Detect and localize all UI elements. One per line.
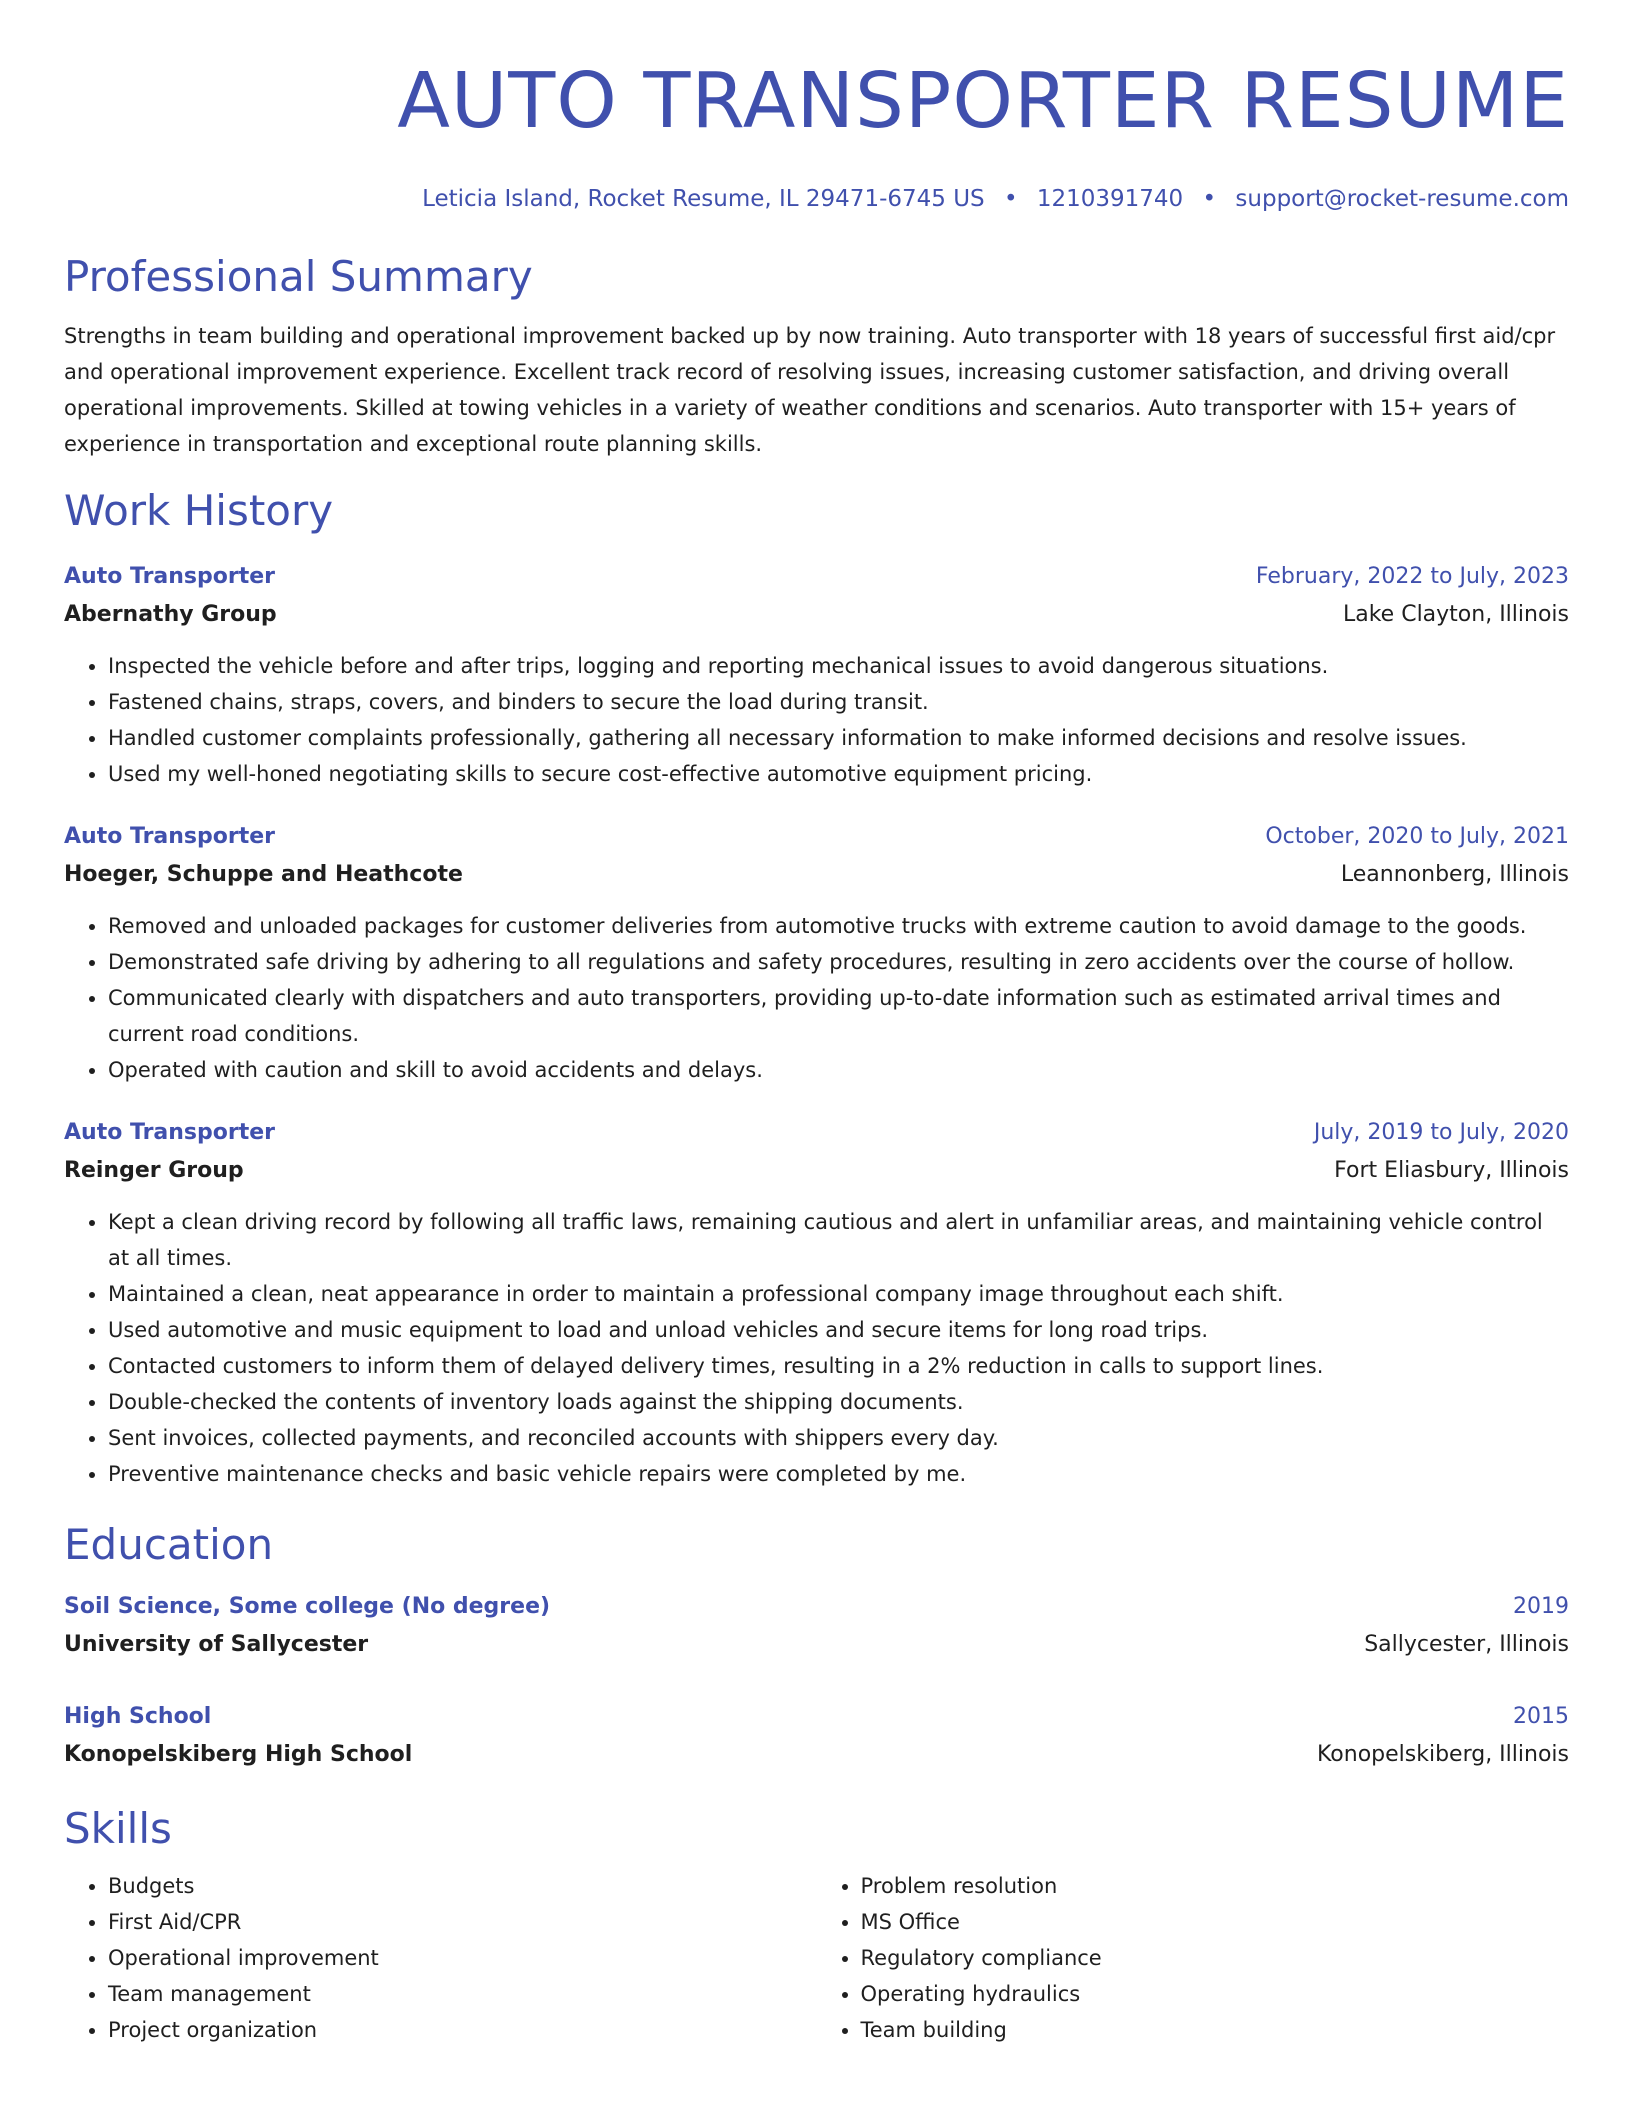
education-location: Konopelskiberg, Illinois xyxy=(1316,1742,1569,1767)
job-bullet: • Inspected the vehicle before and after trips, logging and reporting mechanical issues to avoid dangerous situations. xyxy=(108,648,1569,684)
contact-line xyxy=(64,184,1569,214)
education-school: University of Sallycester xyxy=(64,1632,369,1657)
job-bullet: • Maintained a clean, neat appearance in order to maintain a professional company image throughout each shift. xyxy=(108,1276,1569,1312)
education-school: Konopelskiberg High School xyxy=(64,1742,413,1767)
education-entry xyxy=(64,1698,1569,1774)
job-entry xyxy=(64,558,1569,792)
education-entry xyxy=(64,1588,1569,1664)
job-company-row xyxy=(64,1152,1569,1190)
job-bullet: • Used automotive and music equipment to load and unload vehicles and secure items for long road trips. xyxy=(108,1312,1569,1348)
skill-item: • MS Office xyxy=(861,1904,1570,1940)
job-bullet: • Double-checked the contents of inventory loads against the shipping documents. xyxy=(108,1384,1569,1420)
education-degree-row xyxy=(64,1698,1569,1736)
job-bullet: • Sent invoices, collected payments, and reconciled accounts with shippers every day. xyxy=(108,1420,1569,1456)
job-bullet: • Demonstrated safe driving by adhering to all regulations and safety procedures, resulting in zero accidents over the course of hollow. xyxy=(108,944,1569,980)
job-bullet: • Used my well-honed negotiating skills to secure cost-effective automotive equipment pricing. xyxy=(108,756,1569,792)
resume-title: AUTO TRANSPORTER RESUME xyxy=(397,57,1569,146)
job-bullets xyxy=(64,1204,1569,1492)
job-title: Auto Transporter xyxy=(64,1120,276,1145)
job-company: Reinger Group xyxy=(64,1158,244,1183)
contact-phone: 1210391740 xyxy=(1036,186,1184,212)
education-location: Sallycester, Illinois xyxy=(1364,1632,1569,1657)
education-year: 2019 xyxy=(1513,1594,1569,1619)
job-bullet: • Fastened chains, straps, covers, and binders to secure the load during transit. xyxy=(108,684,1569,720)
education-section xyxy=(64,1518,1569,1774)
contact-separator: • xyxy=(1202,186,1217,212)
job-bullet: • Operated with caution and skill to avoid accidents and delays. xyxy=(108,1052,1569,1088)
skill-item: • Budgets xyxy=(108,1868,817,1904)
skills-heading: Skills xyxy=(64,1804,172,1853)
job-bullets xyxy=(64,648,1569,792)
job-title: Auto Transporter xyxy=(64,824,276,849)
job-location: Lake Clayton, Illinois xyxy=(1342,602,1569,627)
skill-item: • Operational improvement xyxy=(108,1940,817,1976)
job-company: Hoeger, Schuppe and Heathcote xyxy=(64,862,463,887)
skills-list-right xyxy=(817,1868,1570,2048)
education-degree: High School xyxy=(64,1704,212,1729)
job-title-row xyxy=(64,1114,1569,1152)
skill-item: • Project organization xyxy=(108,2012,817,2048)
skill-item: • First Aid/CPR xyxy=(108,1904,817,1940)
job-location: Leannonberg, Illinois xyxy=(1340,862,1569,887)
job-bullet: • Kept a clean driving record by following all traffic laws, remaining cautious and alert in unfamiliar areas, and maintaining vehicle control at all times. xyxy=(108,1204,1569,1276)
job-bullet: • Contacted customers to inform them of delayed delivery times, resulting in a 2% reduction in calls to support lines. xyxy=(108,1348,1569,1384)
skills-columns xyxy=(64,1868,1569,2048)
job-entry xyxy=(64,1114,1569,1492)
job-title: Auto Transporter xyxy=(64,564,276,589)
education-school-row xyxy=(64,1626,1569,1664)
job-bullet: • Handled customer complaints professionally, gathering all necessary information to make informed decisions and resolve issues. xyxy=(108,720,1569,756)
skill-item: • Team building xyxy=(861,2012,1570,2048)
work-history-heading: Work History xyxy=(64,486,334,535)
education-year: 2015 xyxy=(1513,1704,1569,1729)
education-degree: Soil Science, Some college (No degree) xyxy=(64,1594,551,1619)
job-bullet: • Removed and unloaded packages for customer deliveries from automotive trucks with extreme caution to avoid damage to the goods. xyxy=(108,908,1569,944)
skills-section xyxy=(64,1802,1569,2048)
job-dates: July, 2019 to July, 2020 xyxy=(1313,1120,1569,1145)
contact-separator: • xyxy=(1003,186,1018,212)
job-entry xyxy=(64,818,1569,1088)
work-history-section xyxy=(64,484,1569,1492)
summary-section xyxy=(64,250,1569,462)
job-company: Abernathy Group xyxy=(64,602,277,627)
resume-header xyxy=(64,54,1569,214)
job-bullets xyxy=(64,908,1569,1088)
job-bullet: • Preventive maintenance checks and basic vehicle repairs were completed by me. xyxy=(108,1456,1569,1492)
education-degree-row xyxy=(64,1588,1569,1626)
job-dates: February, 2022 to July, 2023 xyxy=(1255,564,1569,589)
job-bullet: • Communicated clearly with dispatchers and auto transporters, providing up-to-date information such as estimated arrival times and current road conditions. xyxy=(108,980,1569,1052)
job-company-row xyxy=(64,596,1569,634)
job-title-row xyxy=(64,558,1569,596)
skill-item: • Team management xyxy=(108,1976,817,2012)
contact-address: Leticia Island, Rocket Resume, IL 29471-6745 US xyxy=(422,186,985,212)
contact-email: support@rocket-resume.com xyxy=(1235,186,1569,212)
summary-text: Strengths in team building and operational improvement backed up by now training. Auto transporter with 18 years of successful first aid/cpr and operational improvement experience. Excellent track record of resolving issues, increasing customer satisfaction, and driving overall operational improvements. Skilled at towing vehicles in a variety of weather conditions and scenarios. Auto transporter with 15+ years of experience in transportation and exceptional route planning skills. xyxy=(64,324,1556,456)
skill-item: • Regulatory compliance xyxy=(861,1940,1570,1976)
summary-heading: Professional Summary xyxy=(64,252,533,301)
education-school-row xyxy=(64,1736,1569,1774)
skills-list-left xyxy=(64,1868,817,2048)
skill-item: • Problem resolution xyxy=(861,1868,1570,1904)
education-heading: Education xyxy=(64,1520,274,1569)
job-title-row xyxy=(64,818,1569,856)
skill-item: • Operating hydraulics xyxy=(861,1976,1570,2012)
job-location: Fort Eliasbury, Illinois xyxy=(1334,1158,1569,1183)
job-company-row xyxy=(64,856,1569,894)
job-dates: October, 2020 to July, 2021 xyxy=(1265,824,1569,849)
